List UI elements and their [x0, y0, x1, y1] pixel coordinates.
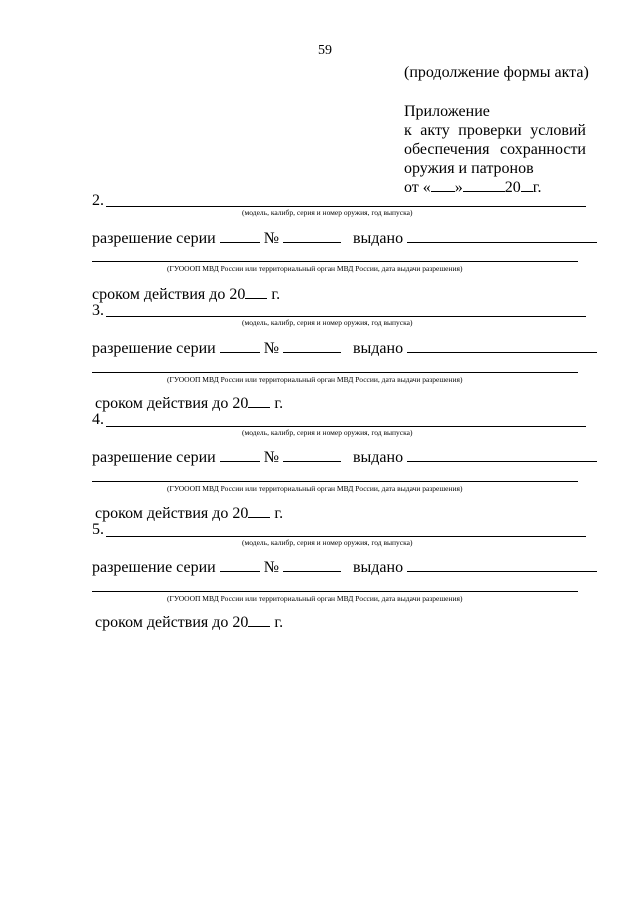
permit-series-blank[interactable]	[220, 340, 260, 353]
permit-number-blank[interactable]	[283, 559, 341, 572]
issued-blank[interactable]	[407, 340, 597, 353]
permit-series-label: разрешение серии	[92, 230, 216, 247]
weapon-field-line[interactable]	[106, 316, 586, 317]
term-row	[92, 286, 280, 304]
term-label: сроком действия до 20	[95, 614, 249, 631]
issued-label: выдано	[352, 559, 404, 576]
term-suffix: г.	[274, 395, 284, 412]
authority-field-line[interactable]	[92, 591, 578, 592]
weapon-caption: (модель, калибр, серия и номер оружия, год выпуска)	[242, 428, 413, 437]
number-sign: №	[263, 340, 279, 357]
permit-row	[92, 559, 597, 577]
entry-number: 3.	[92, 302, 104, 319]
date-mid: »	[454, 179, 463, 196]
authority-field-line[interactable]	[92, 481, 578, 482]
permit-series-label: разрешение серии	[92, 559, 216, 576]
permit-series-label: разрешение серии	[92, 449, 216, 466]
issued-blank[interactable]	[407, 559, 597, 572]
term-row	[95, 505, 283, 523]
permit-number-blank[interactable]	[283, 340, 341, 353]
permit-series-blank[interactable]	[220, 449, 260, 462]
permit-series-label: разрешение серии	[92, 340, 216, 357]
date-year-blank[interactable]	[521, 178, 533, 192]
issued-label: выдано	[352, 340, 404, 357]
weapon-field-line[interactable]	[106, 426, 586, 427]
weapon-caption: (модель, калибр, серия и номер оружия, год выпуска)	[242, 208, 413, 217]
appendix-title: Приложение	[404, 103, 490, 120]
term-label: сроком действия до 20	[95, 395, 249, 412]
authority-field-line[interactable]	[92, 372, 578, 373]
entry-number: 4.	[92, 411, 104, 428]
term-suffix: г.	[274, 614, 284, 631]
permit-number-blank[interactable]	[283, 230, 341, 243]
term-year-blank[interactable]	[248, 614, 270, 627]
term-row	[95, 614, 283, 632]
permit-number-blank[interactable]	[283, 449, 341, 462]
term-year-blank[interactable]	[248, 395, 270, 408]
term-row	[95, 395, 283, 413]
number-sign: №	[263, 230, 279, 247]
weapon-caption: (модель, калибр, серия и номер оружия, год выпуска)	[242, 538, 413, 547]
authority-caption: (ГУОООП МВД России или территориальный орган МВД России, дата выдачи разрешения)	[167, 264, 463, 273]
authority-caption: (ГУОООП МВД России или территориальный орган МВД России, дата выдачи разрешения)	[167, 375, 463, 384]
authority-caption: (ГУОООП МВД России или территориальный орган МВД России, дата выдачи разрешения)	[167, 484, 463, 493]
authority-caption: (ГУОООП МВД России или территориальный орган МВД России, дата выдачи разрешения)	[167, 594, 463, 603]
issued-blank[interactable]	[407, 449, 597, 462]
date-suffix: г.	[532, 179, 542, 196]
term-year-blank[interactable]	[248, 505, 270, 518]
appendix-line-1: к акту проверки условий	[404, 122, 586, 139]
appendix-block	[404, 102, 586, 197]
appendix-date-line	[404, 178, 586, 197]
weapon-field-line[interactable]	[106, 206, 586, 207]
weapon-caption: (модель, калибр, серия и номер оружия, год выпуска)	[242, 318, 413, 327]
date-prefix: от «	[404, 179, 431, 196]
issued-blank[interactable]	[407, 230, 597, 243]
appendix-line-3: оружия и патронов	[404, 160, 534, 177]
term-suffix: г.	[274, 505, 284, 522]
issued-label: выдано	[352, 230, 404, 247]
permit-series-blank[interactable]	[220, 559, 260, 572]
weapon-field-line[interactable]	[106, 536, 586, 537]
term-label: сроком действия до 20	[92, 286, 246, 303]
entry-number: 2.	[92, 192, 104, 209]
issued-label: выдано	[352, 449, 404, 466]
continuation-note: (продолжение формы акта)	[404, 64, 589, 81]
permit-series-blank[interactable]	[220, 230, 260, 243]
number-sign: №	[263, 559, 279, 576]
number-sign: №	[263, 449, 279, 466]
term-year-blank[interactable]	[245, 286, 267, 299]
term-label: сроком действия до 20	[95, 505, 249, 522]
date-day-blank[interactable]	[431, 178, 455, 192]
entry-number: 5.	[92, 521, 104, 538]
appendix-line-2: обеспечения сохранности	[404, 141, 586, 158]
term-suffix: г.	[271, 286, 281, 303]
date-month-blank[interactable]	[463, 178, 505, 192]
page-number: 59	[318, 43, 332, 58]
date-year: 20	[504, 179, 521, 196]
permit-row	[92, 340, 597, 358]
authority-field-line[interactable]	[92, 261, 578, 262]
permit-row	[92, 230, 597, 248]
permit-row	[92, 449, 597, 467]
